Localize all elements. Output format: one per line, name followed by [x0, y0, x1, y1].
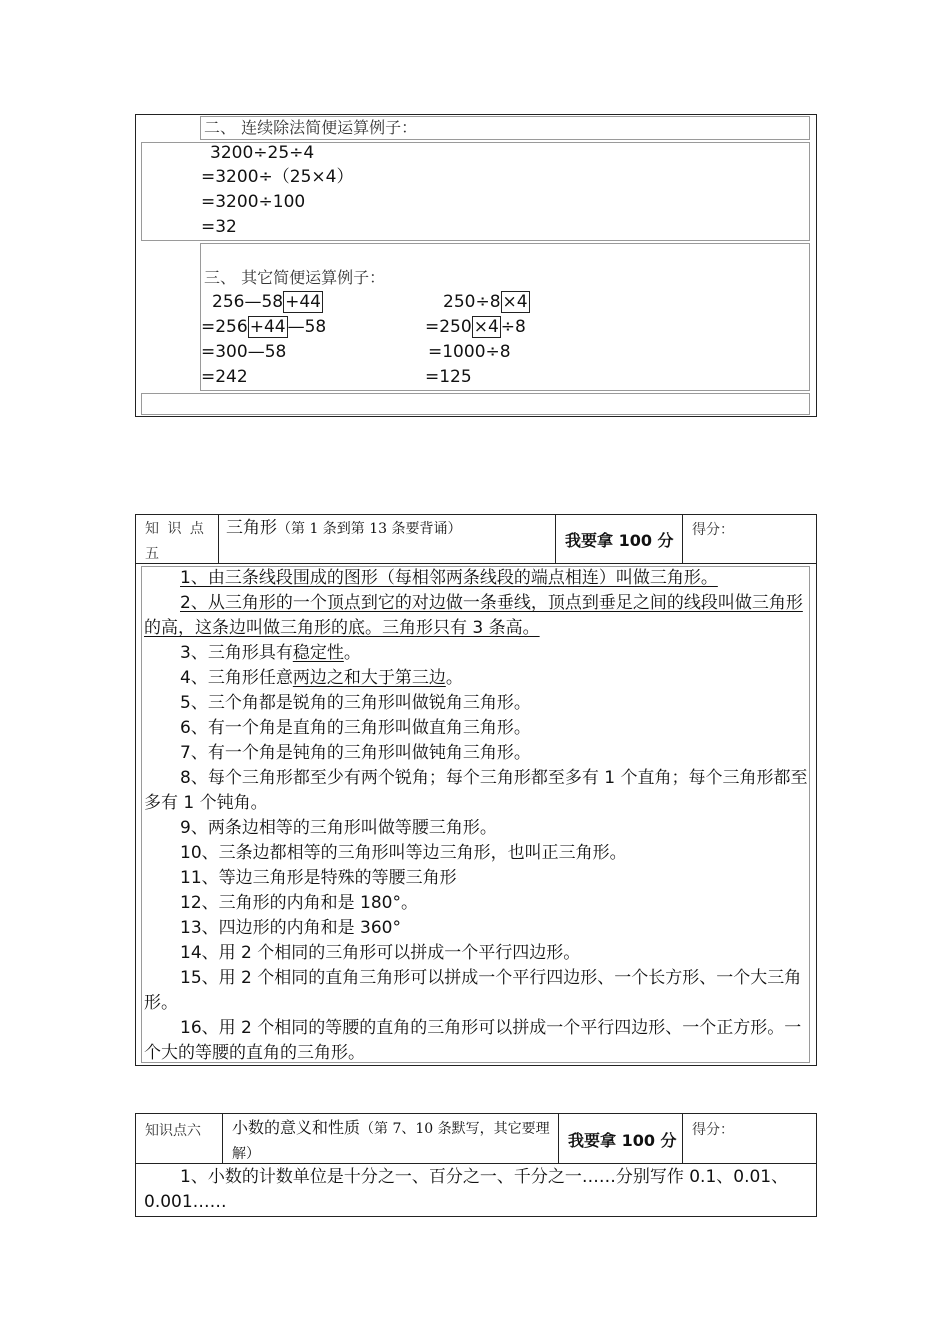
- expr-text: —58: [287, 317, 327, 337]
- item-9: 9、两条边相等的三角形叫做等腰三角形。: [180, 818, 497, 838]
- expr-text: ÷8: [500, 317, 526, 337]
- empty-bottom-cell: [141, 393, 810, 415]
- item-5: 5、三个角都是锐角的三角形叫做锐角三角形。: [180, 693, 531, 713]
- example-left-line-2: [201, 315, 326, 340]
- topic-title: [232, 1116, 554, 1166]
- item-11: 11、等边三角形是特殊的等腰三角形: [180, 868, 457, 888]
- topic-note: （第 1 条到第 13 条要背诵）: [277, 521, 462, 537]
- section-two-line-4: =32: [201, 217, 237, 237]
- item-2: 2、从三角形的一个顶点到它的对边做一条垂线，顶点到垂足之间的线段叫做三角形的高，这条边叫做三角形的底。三角形只有 3 条高。: [144, 593, 803, 638]
- item-1: 1、小数的计数单位是十分之一、百分之一、千分之一……分别写作 0.1、0.01、 0.001……: [144, 1167, 789, 1212]
- highlight-box: +44: [249, 317, 286, 337]
- score-label: 得分：: [692, 1122, 734, 1138]
- example-right-line-1: [443, 290, 530, 315]
- goal-text: 我要拿 100 分: [568, 1131, 677, 1150]
- expr-text: =250: [425, 317, 472, 337]
- score-label: 得分：: [692, 522, 734, 538]
- highlight-box: ×4: [502, 292, 528, 312]
- knowledge-label: 知 识 点 五: [145, 521, 206, 562]
- item-13: 13、四边形的内角和是 360°: [180, 918, 401, 938]
- topic-note: （第 7、10 条默写，其它要理解）: [232, 1121, 550, 1162]
- item-7: 7、有一个角是钝角的三角形叫做钝角三角形。: [180, 743, 531, 763]
- col-divider: [682, 1113, 683, 1163]
- topic-title: [226, 517, 462, 540]
- highlight-box: ×4: [473, 317, 499, 337]
- expr-text: 250÷8: [443, 292, 501, 312]
- expr-text: 256—58: [212, 292, 284, 312]
- item-3: 3、三角形具有稳定性。: [180, 643, 361, 663]
- section-two-line-1: 3200÷25÷4: [210, 143, 315, 163]
- example-right-line-4: =125: [425, 367, 472, 387]
- col-divider: [218, 514, 219, 563]
- highlight-box: +44: [285, 292, 321, 312]
- item-10: 10、三条边都相等的三角形叫等边三角形，也叫正三角形。: [180, 843, 627, 863]
- col-divider: [555, 514, 556, 563]
- topic-name: 三角形: [226, 518, 277, 538]
- col-divider: [558, 1113, 559, 1163]
- col-divider: [222, 1113, 223, 1163]
- knowledge-label: 知识点六: [145, 1123, 201, 1139]
- item-6: 6、有一个角是直角的三角形叫做直角三角形。: [180, 718, 531, 738]
- goal-text: 我要拿 100 分: [565, 531, 674, 550]
- example-left-line-3: =300—58: [201, 342, 287, 362]
- section-three-title: 三、 其它简便运算例子：: [204, 268, 386, 287]
- expr-text: =256: [201, 317, 248, 337]
- topic-name: 小数的意义和性质: [232, 1118, 361, 1137]
- example-left-line-4: =242: [201, 367, 248, 387]
- example-right-line-3: =1000÷8: [428, 342, 511, 362]
- example-right-line-2: [425, 315, 526, 340]
- item-12: 12、三角形的内角和是 180°。: [180, 893, 418, 913]
- example-left-line-1: [212, 290, 323, 315]
- item-8: 8、每个三角形都至少有两个锐角；每个三角形都至多有 1 个直角；每个三角形都至多有 1 个钝角。: [144, 768, 808, 813]
- header-divider: [135, 563, 817, 564]
- item-16: 16、用 2 个相同的等腰的直角的三角形可以拼成一个平行四边形、一个正方形。一个大的等腰的直角的三角形。: [144, 1018, 802, 1063]
- item-1: 1、由三条线段围成的图形（每相邻两条线段的端点相连）叫做三角形。: [180, 568, 718, 588]
- section-two-line-3: =3200÷100: [201, 192, 306, 212]
- item-4: 4、三角形任意两边之和大于第三边。: [180, 668, 463, 688]
- section-two-title: 二、 连续除法简便运算例子：: [204, 118, 418, 137]
- col-divider: [682, 514, 683, 563]
- section-two-line-2: =3200÷（25×4）: [201, 167, 354, 187]
- item-14: 14、用 2 个相同的三角形可以拼成一个平行四边形。: [180, 943, 581, 963]
- item-15: 15、用 2 个相同的直角三角形可以拼成一个平行四边形、一个长方形、一个大三角形。: [144, 968, 802, 1013]
